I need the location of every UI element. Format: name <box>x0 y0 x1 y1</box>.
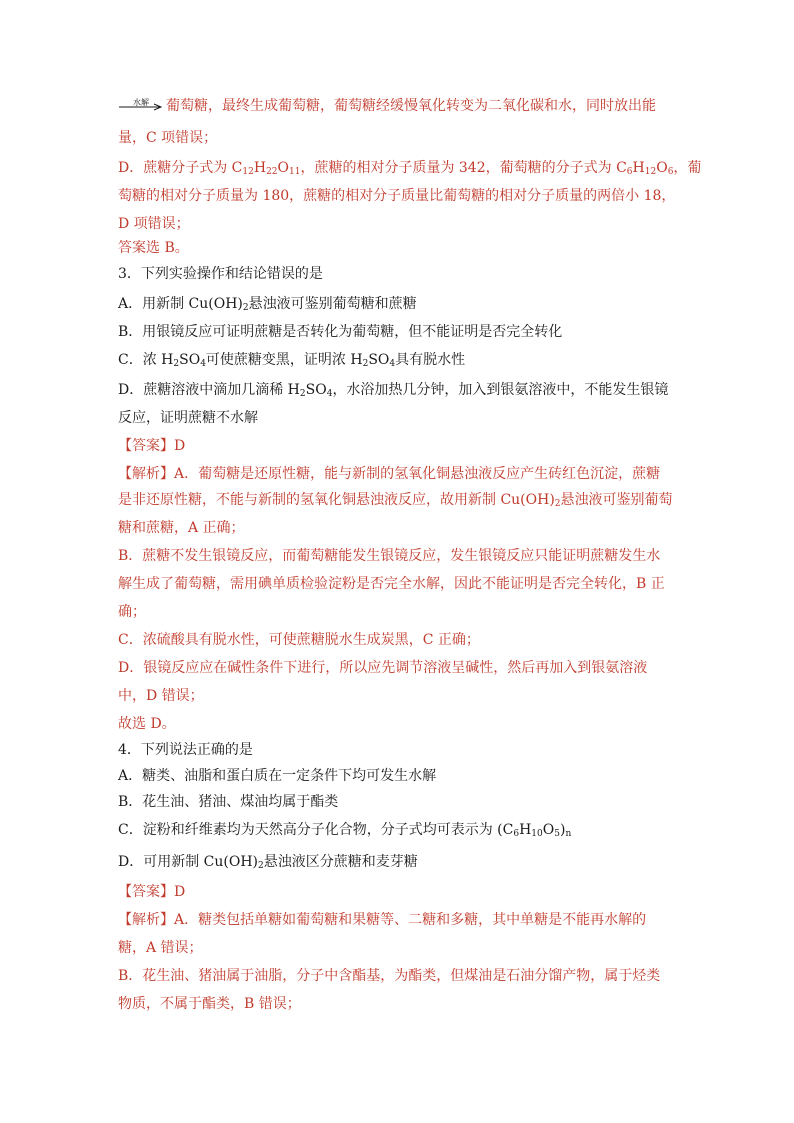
text: ，蔗糖的相对分子质量为 342，葡萄糖的分子式为 C <box>300 160 627 176</box>
subscript: 22 <box>266 167 278 177</box>
subscript: 12 <box>242 167 254 177</box>
text: 是非还原性糖，不能与新制的氢氧化铜悬浊液反应，故用新制 Cu(OH) <box>118 492 555 508</box>
question-4-answer: 【答案】D <box>118 884 186 900</box>
text: D．可用新制 Cu(OH) <box>118 854 259 870</box>
question-3-option-c <box>118 350 465 370</box>
question-4-explanation-2: 糖，A 错误； <box>118 940 203 956</box>
question-4-option-a: A．糖类、油脂和蛋白质在一定条件下均可发生水解 <box>118 768 437 784</box>
text: ，葡 <box>673 160 702 176</box>
text: O <box>656 160 668 176</box>
question-3-option-b: B．用银镜反应可证明蔗糖是否转化为葡萄糖，但不能证明是否完全转化 <box>118 324 563 340</box>
question-4-option-c <box>118 820 571 840</box>
subscript: 6 <box>513 829 520 839</box>
text: 具有脱水性 <box>395 352 466 368</box>
subscript: n <box>565 829 572 839</box>
text: SO <box>368 352 390 368</box>
subscript: 2 <box>554 499 561 509</box>
question-3-option-d-cont: 反应，证明蔗糖不水解 <box>118 410 258 426</box>
explanation-line-5: D 项错误； <box>118 216 190 232</box>
text: H <box>632 160 645 176</box>
question-3-explanation-2 <box>118 490 673 510</box>
subscript: 4 <box>326 389 333 399</box>
subscript: 5 <box>554 829 560 839</box>
text: O <box>542 822 555 838</box>
question-3-explanation-4: B．蔗糖不发生银镜反应，而葡萄糖能发生银镜反应，发生银镜反应只能证明蔗糖发生水 <box>118 548 661 564</box>
explanation-line-1 <box>118 96 656 116</box>
text: A．用新制 Cu(OH) <box>118 296 243 312</box>
question-4-explanation-3: B．花生油、猪油属于油脂，分子中含酯基，为酯类，但煤油是石油分馏产物，属于烃类 <box>118 968 661 984</box>
subscript: 12 <box>644 167 657 177</box>
question-3-explanation-3: 糖和蔗糖，A 正确； <box>118 520 245 536</box>
text: SO <box>179 352 201 368</box>
answer-summary: 答案选 B。 <box>118 240 189 256</box>
subscript: 6 <box>667 167 674 177</box>
question-4-explanation-4: 物质，不属于酯类，B 错误； <box>118 996 301 1012</box>
subscript: 2 <box>362 359 369 369</box>
subscript: 2 <box>299 389 306 399</box>
text: O <box>277 160 289 176</box>
text: D．蔗糖溶液中滴加几滴稀 H <box>118 382 300 398</box>
subscript: 4 <box>389 359 396 369</box>
question-3-explanation-6: 确； <box>118 604 146 620</box>
text: D．蔗糖分子式为 C <box>118 160 243 176</box>
arrow-condition-label: 水解 <box>133 98 149 107</box>
question-3-option-a <box>118 294 417 314</box>
question-3-option-d <box>118 380 668 400</box>
explanation-line-4: 萄糖的相对分子质量为 180，蔗糖的相对分子质量比葡萄糖的相对分子质量的两倍小 18， <box>118 188 676 204</box>
text: H <box>253 160 267 176</box>
text: SO <box>305 382 327 398</box>
text: 悬浊液可鉴别葡萄糖和蔗糖 <box>248 296 417 312</box>
subscript: 11 <box>289 167 301 177</box>
question-3-explanation-8: D．银镜反应应在碱性条件下进行，所以应先调节溶液呈碱性，然后再加入到银氨溶液 <box>118 660 648 676</box>
subscript: 2 <box>258 861 264 871</box>
explanation-line-2: 量，C 项错误； <box>118 130 218 146</box>
subscript: 6 <box>626 167 633 177</box>
question-3-explanation-9: 中，D 错误； <box>118 688 204 704</box>
text: C．淀粉和纤维素均为天然高分子化合物，分子式均可表示为 (C <box>118 822 514 838</box>
text: 悬浊液区分蔗糖和麦芽糖 <box>263 854 418 870</box>
text: 悬浊液可鉴别葡萄 <box>560 492 673 508</box>
text: H <box>519 822 532 838</box>
text: ) <box>559 822 566 838</box>
text: ，水浴加热几分钟，加入到银氨溶液中，不能发生银镜 <box>332 382 669 398</box>
question-4-stem: 4．下列说法正确的是 <box>118 742 253 758</box>
subscript: 4 <box>200 359 206 369</box>
question-3-explanation-1: 【解析】A．葡萄糖是还原性糖，能与新制的氢氧化铜悬浊液反应产生砖红色沉淀，蔗糖 <box>118 466 661 482</box>
explanation-text: 葡萄糖，最终生成葡萄糖，葡萄糖经缓慢氧化转变为二氧化碳和水，同时放出能 <box>166 98 656 114</box>
question-3-explanation-5: 解生成了葡萄糖，需用碘单质检验淀粉是否完全水解，因此不能证明是否完全转化，B 正 <box>118 576 665 592</box>
question-4-option-d <box>118 852 418 872</box>
question-3-explanation-10: 故选 D。 <box>118 716 176 732</box>
subscript: 2 <box>242 303 249 313</box>
explanation-line-3 <box>118 158 701 178</box>
question-4-option-b: B．花生油、猪油、煤油均属于酯类 <box>118 794 339 810</box>
text: 可使蔗糖变黑，证明浓 H <box>205 352 363 368</box>
subscript: 2 <box>173 359 180 369</box>
subscript: 10 <box>531 829 543 839</box>
question-3-stem: 3．下列实验操作和结论错误的是 <box>118 266 323 282</box>
question-3-answer: 【答案】D <box>118 438 186 454</box>
reaction-arrow-icon <box>118 99 164 113</box>
text: C．浓 H <box>118 352 174 368</box>
question-4-explanation-1: 【解析】A．糖类包括单糖如葡萄糖和果糖等、二糖和多糖，其中单糖是不能再水解的 <box>118 912 647 928</box>
question-3-explanation-7: C．浓硫酸具有脱水性，可使蔗糖脱水生成炭黑，C 正确； <box>118 632 480 648</box>
